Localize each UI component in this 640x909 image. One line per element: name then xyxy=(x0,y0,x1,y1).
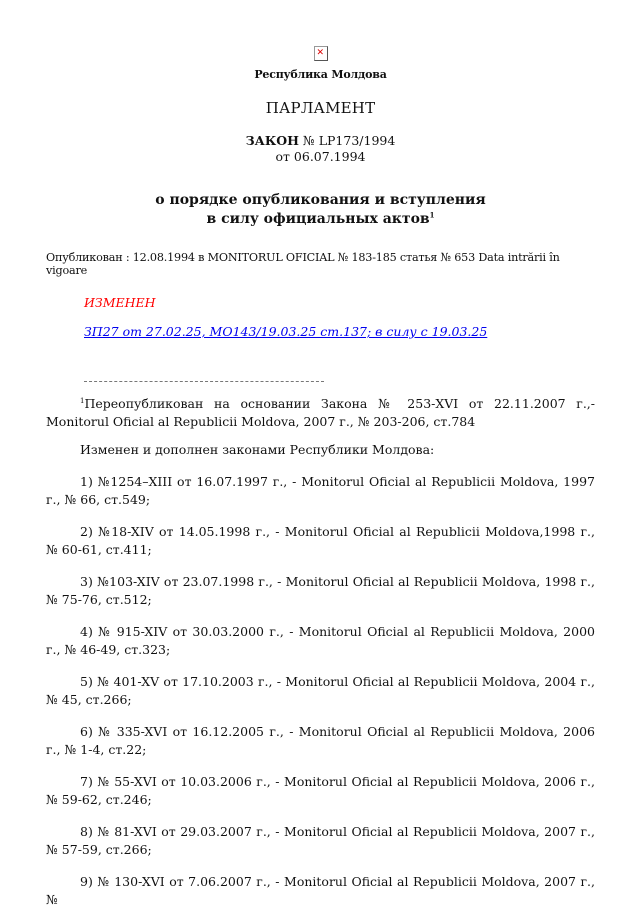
amendment-item: 9) № 130-XVI от 7.06.2007 г., - Monitorul Oficial al Republicii Moldova, 2007 г., № xyxy=(46,874,595,907)
header xyxy=(46,0,595,229)
republic-name: Республика Молдова xyxy=(254,68,387,81)
parliament-heading: ПАРЛАМЕНТ xyxy=(265,99,376,117)
footnote xyxy=(46,395,595,431)
status-block xyxy=(84,295,595,339)
amendment-item: 2) №18-XIV от 14.05.1998 г., - Monitorul Oficial al Republicii Moldova,1998 г., № 60-61, ст.411; xyxy=(46,524,595,557)
broken-image-icon: ✕ xyxy=(314,46,328,61)
amendment-item: 5) № 401-XV от 17.10.2003 г., - Monitorul Oficial al Republicii Moldova, 2004 г., № 45, ст.266; xyxy=(46,674,595,707)
footnote-text: Переопубликован на основании Закона № 253-XVI от 22.11.2007 г.,- Monitorul Oficial al Republicii Moldova, 2007 г., № 203-206, ст.784 xyxy=(46,396,595,429)
title-line-1: о порядке опубликования и вступления xyxy=(155,192,486,208)
amendment-item: 6) № 335-XVI от 16.12.2005 г., - Monitorul Oficial al Republicii Moldova, 2006 г., № 1-4, ст.22; xyxy=(46,724,595,757)
footnote-divider xyxy=(84,381,324,382)
amendment-item: 8) № 81-XVI от 29.03.2007 г., - Monitorul Oficial al Republicii Moldova, 2007 г., № 57-59, ст.266; xyxy=(46,824,595,857)
publication-info: Опубликован : 12.08.1994 в MONITORUL OFICIAL № 183-185 статья № 653 Data intrării în vigoare xyxy=(46,251,560,277)
law-date: от 06.07.1994 xyxy=(275,149,366,164)
amendment-item: 7) № 55-XVI от 10.03.2006 г., - Monitorul Oficial al Republicii Moldova, 2006 г., № 59-62, ст.246; xyxy=(46,774,595,807)
amendments-intro: Изменен и дополнен законами Республики Молдова: xyxy=(80,442,435,457)
status-label: ИЗМЕНЕН xyxy=(84,295,156,310)
law-title xyxy=(46,191,595,229)
title-footnote-mark: 1 xyxy=(429,210,435,220)
amendment-item: 1) №1254–XIII от 16.07.1997 г., - Monitorul Oficial al Republicii Moldova, 1997 г., № 66, ст.549; xyxy=(46,474,595,507)
amendment-item: 4) № 915-XIV от 30.03.2000 г., - Monitorul Oficial al Republicii Moldova, 2000 г., № 46-49, ст.323; xyxy=(46,624,595,657)
amendment-item: 3) №103-XIV от 23.07.1998 г., - Monitorul Oficial al Republicii Moldova, 1998 г., № 75-76, ст.512; xyxy=(46,574,595,607)
title-line-2: в силу официальных актов xyxy=(206,211,430,227)
law-number: № LP173/1994 xyxy=(302,133,396,148)
amendment-link[interactable]: ЗП27 от 27.02.25, МО143/19.03.25 ст.137; в силу с 19.03.25 xyxy=(84,324,488,339)
law-identifier xyxy=(46,133,595,165)
law-label: ЗАКОН xyxy=(245,133,299,148)
footnote-mark: 1 xyxy=(80,396,85,405)
